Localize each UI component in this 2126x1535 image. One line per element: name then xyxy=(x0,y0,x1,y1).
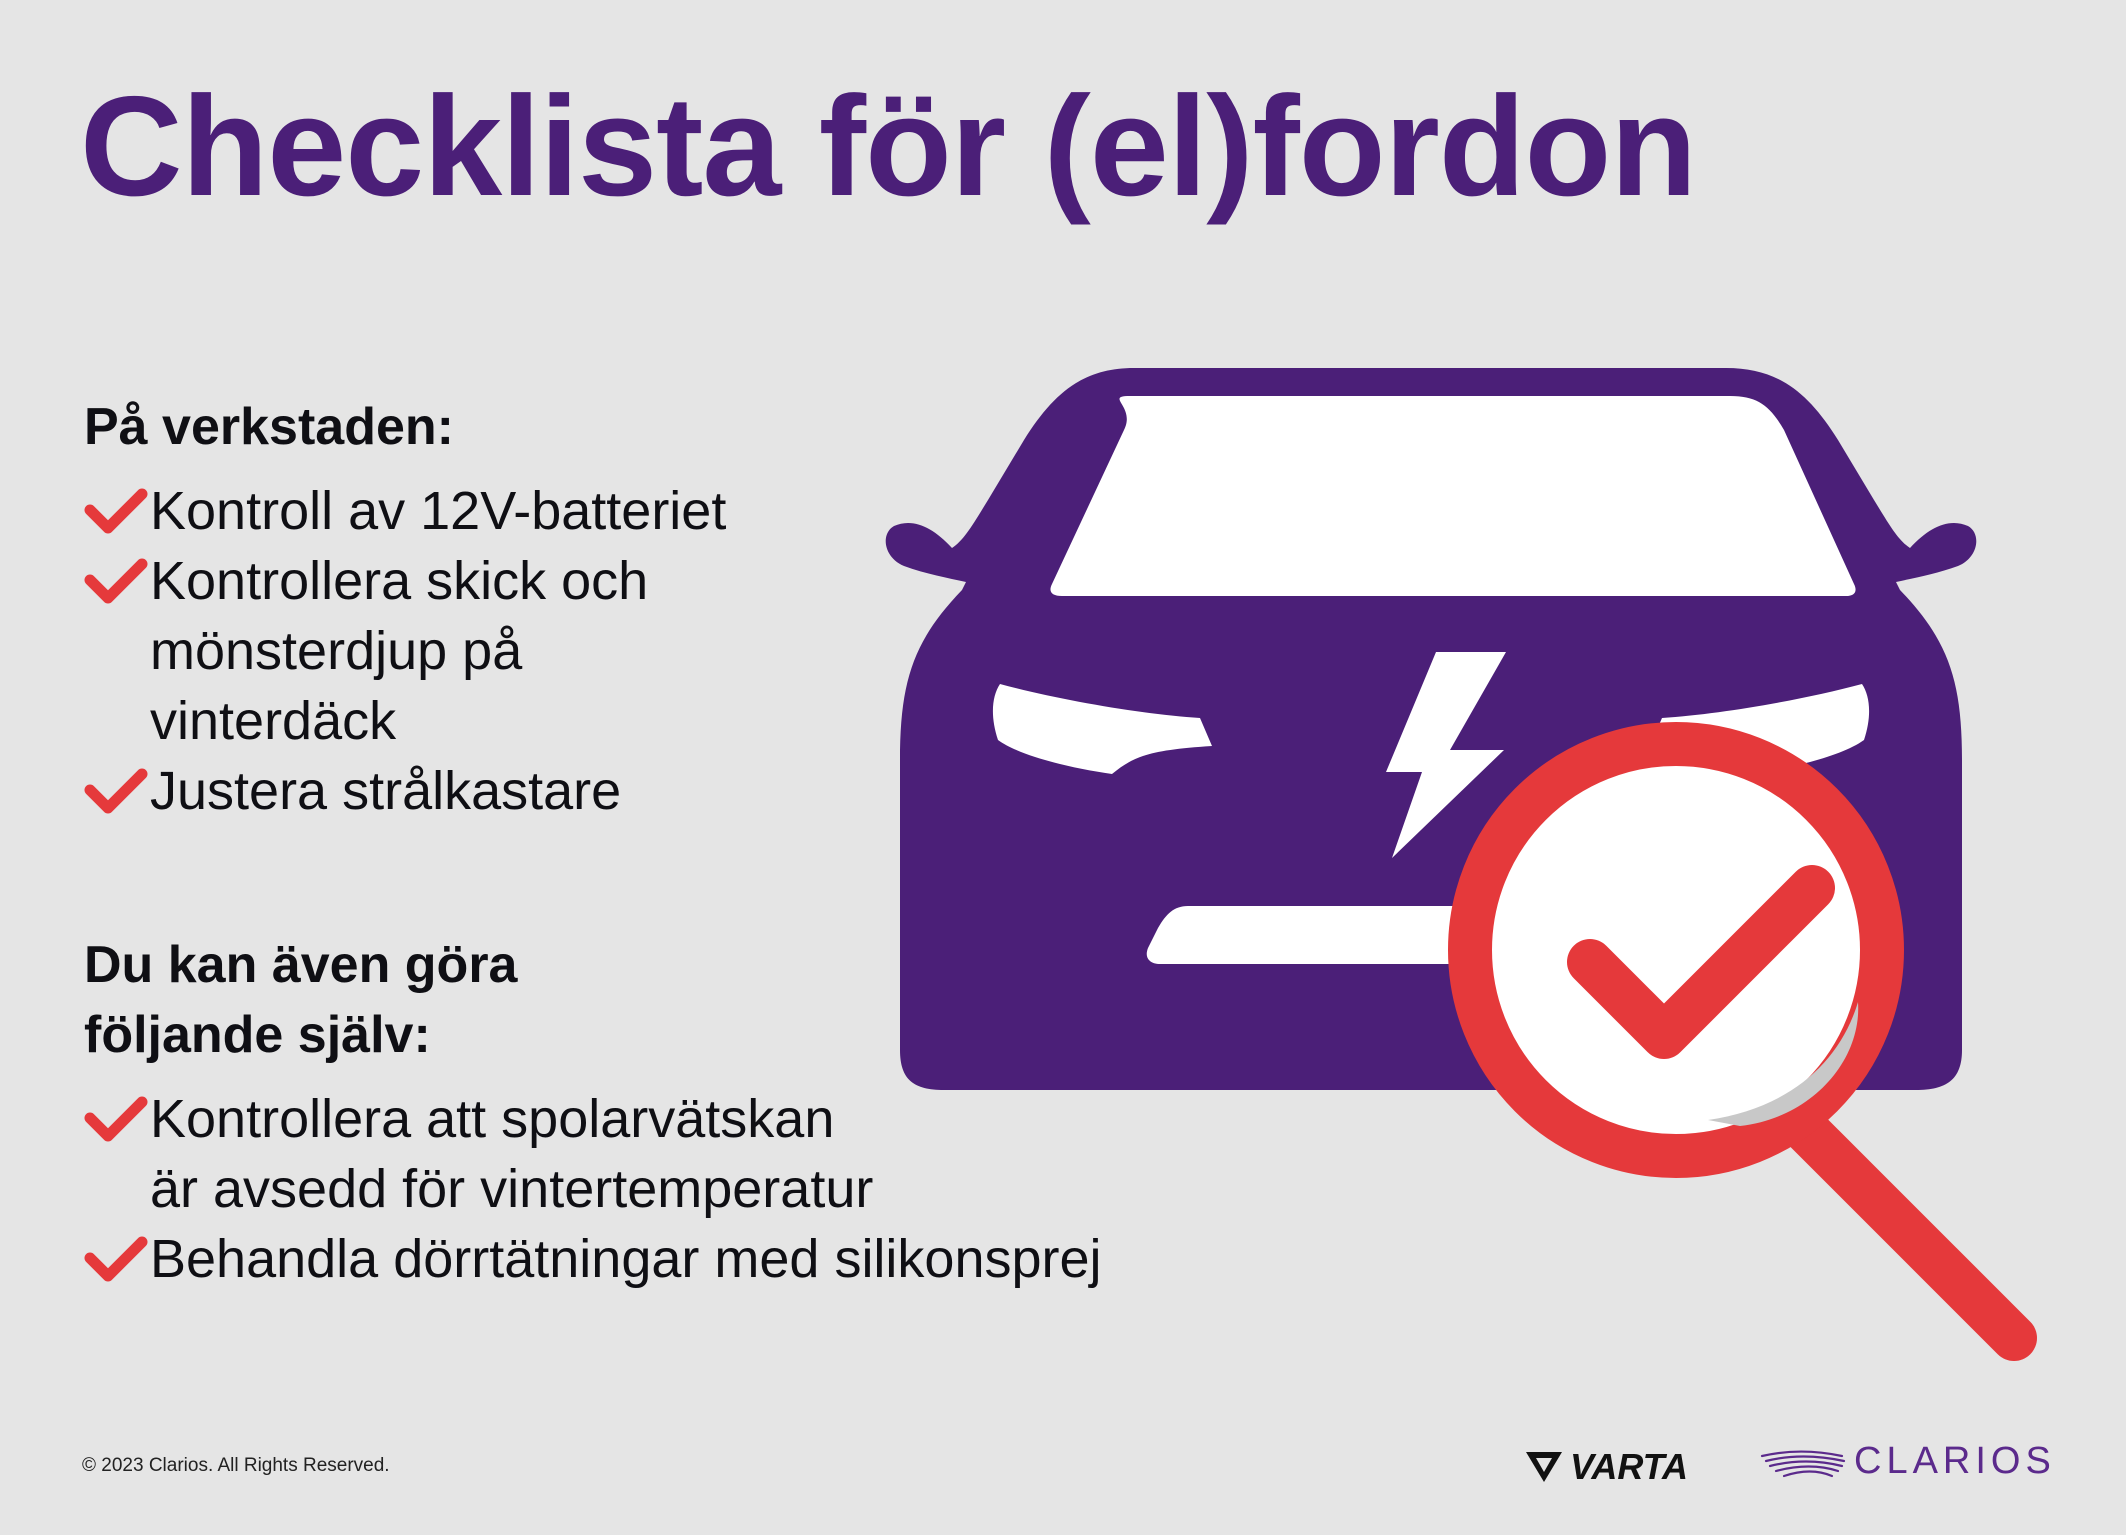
varta-logo-text: VARTA xyxy=(1570,1446,1689,1487)
copyright-text: © 2023 Clarios. All Rights Reserved. xyxy=(82,1455,390,1476)
clarios-logo-text: CLARIOS xyxy=(1854,1440,2056,1482)
checklist-item-text: Kontrollera att spolarvätskan är avsedd för vintertemperatur xyxy=(150,1089,874,1219)
checklist-item-text: Behandla dörrtätningar med silikonsprej xyxy=(150,1229,1102,1289)
clarios-logo xyxy=(1758,1440,2056,1483)
checklist-item-text: Kontroll av 12V-batteriet xyxy=(150,481,727,541)
page-title: Checklista för (el)fordon xyxy=(80,67,1697,226)
varta-logo-icon xyxy=(1524,1450,1564,1484)
diy-heading: Du kan även göra följande själv: xyxy=(84,936,518,1064)
checklist-item-text: Justera strålkastare xyxy=(150,761,622,821)
checklist-item-text: Kontrollera skick och mönsterdjup på vinterdäck xyxy=(150,551,649,751)
varta-logo xyxy=(1524,1446,1688,1488)
workshop-heading: På verkstaden: xyxy=(84,398,454,456)
clarios-logo-icon xyxy=(1758,1442,1848,1482)
